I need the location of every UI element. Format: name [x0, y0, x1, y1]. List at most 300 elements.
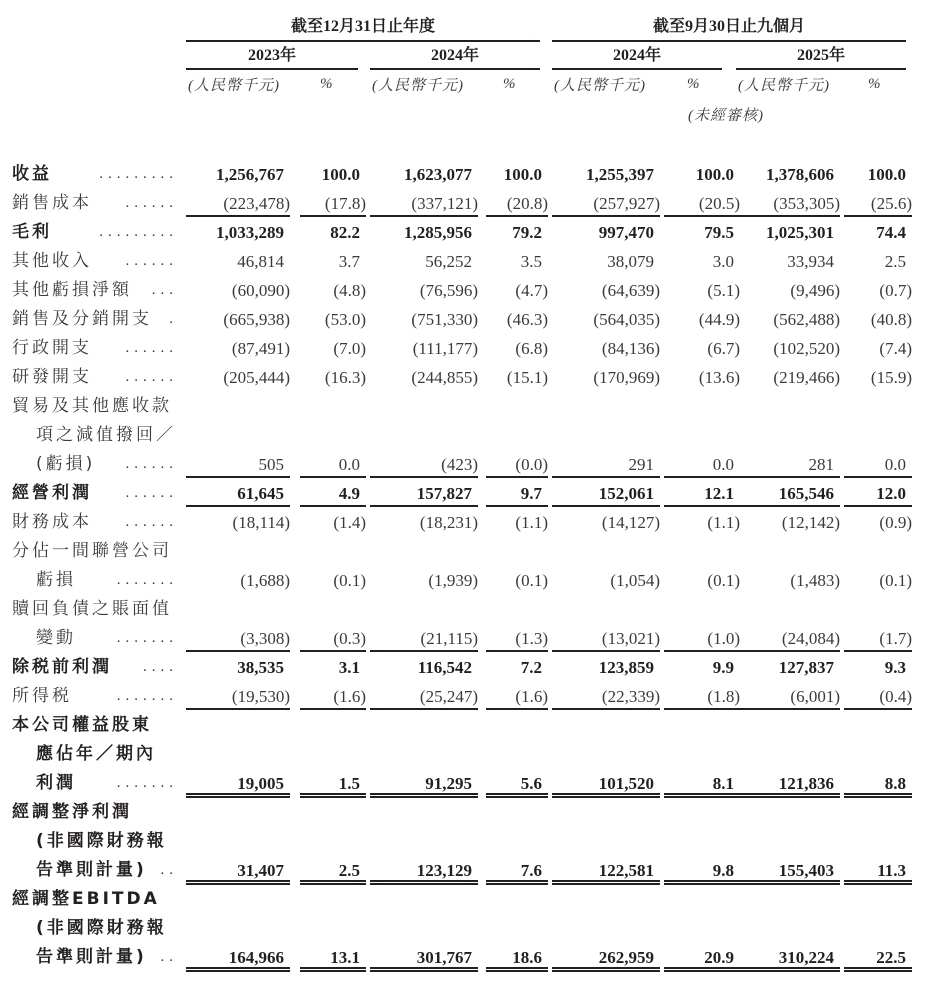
cell-value: 164,966	[228, 948, 284, 967]
cell-amount-2024-9m	[552, 653, 660, 679]
cell-pct-2024-9m	[664, 450, 740, 478]
row-label: 收益	[12, 164, 52, 184]
cell-value: 1,256,767	[216, 165, 284, 184]
cell-value: 79.2	[512, 223, 542, 242]
cell-value: (1.1)	[707, 513, 740, 532]
cell-amount-2023	[186, 508, 290, 534]
cell-pct-2024	[486, 218, 548, 244]
cell-value: 9.3	[884, 658, 906, 677]
cell-pct-2025-9m	[844, 682, 912, 710]
cell-value: (7.0)	[333, 339, 366, 358]
header-year-2024-annual: 2024年	[370, 44, 540, 70]
cell-value: (20.8)	[506, 194, 548, 213]
cell-amount-2024	[370, 624, 478, 652]
cell-pct-2025-9m	[844, 276, 912, 302]
cell-pct-2024-9m	[664, 653, 740, 679]
table-row-label-continuation	[0, 827, 939, 856]
cell-value: (0.1)	[879, 571, 912, 590]
cell-value: 2.5	[884, 252, 906, 271]
cell-value: (337,121)	[411, 194, 478, 213]
cell-value: (170,969)	[593, 368, 660, 387]
header-group-nine-months: 截至9月30日止九個月	[552, 14, 906, 42]
cell-value: 0.0	[338, 455, 360, 474]
cell-amount-2024	[370, 276, 478, 302]
leader-dots: ......	[125, 195, 178, 211]
cell-value: (1.4)	[333, 513, 366, 532]
cell-amount-2023	[186, 769, 290, 798]
cell-pct-2025-9m	[844, 653, 912, 679]
cell-pct-2023	[300, 943, 366, 972]
row-label: 虧損	[36, 570, 76, 590]
table-row-label-continuation	[0, 885, 939, 914]
table-row-label-continuation	[0, 711, 939, 740]
cell-value: 74.4	[876, 223, 906, 242]
cell-pct-2024	[486, 450, 548, 478]
cell-pct-2025-9m	[844, 363, 912, 389]
table-row	[0, 653, 939, 682]
table-row-label-continuation	[0, 392, 939, 421]
cell-amount-2025-9m	[732, 856, 840, 885]
table-row-label-continuation	[0, 595, 939, 624]
leader-dots: .........	[99, 224, 178, 240]
cell-value: (6.8)	[515, 339, 548, 358]
cell-pct-2024-9m	[664, 508, 740, 534]
table-row	[0, 943, 939, 972]
row-label: 應佔年／期內	[36, 744, 156, 764]
pct-label: %	[503, 76, 516, 92]
row-label: 貿易及其他應收款	[12, 396, 172, 416]
cell-value: (22,339)	[601, 687, 660, 706]
cell-amount-2024	[370, 943, 478, 972]
cell-pct-2024	[486, 566, 548, 592]
cell-amount-2025-9m	[732, 682, 840, 710]
cell-pct-2025-9m	[844, 769, 912, 798]
cell-amount-2024-9m	[552, 247, 660, 273]
cell-value: 0.0	[884, 455, 906, 474]
unaudited-label: (未經審核)	[688, 108, 764, 124]
table-row	[0, 508, 939, 537]
cell-amount-2025-9m	[732, 160, 840, 186]
cell-value: 101,520	[598, 774, 654, 793]
cell-value: 1,378,606	[766, 165, 834, 184]
cell-pct-2024-9m	[664, 305, 740, 331]
leader-dots: ....	[143, 659, 178, 675]
cell-pct-2024-9m	[664, 160, 740, 186]
cell-value: (12,142)	[781, 513, 840, 532]
cell-value: (4.7)	[515, 281, 548, 300]
row-label: 銷售成本	[12, 193, 92, 213]
cell-amount-2024-9m	[552, 856, 660, 885]
cell-amount-2024-9m	[552, 566, 660, 592]
cell-pct-2025-9m	[844, 218, 912, 244]
cell-pct-2024-9m	[664, 769, 740, 798]
cell-value: 123,859	[598, 658, 654, 677]
cell-amount-2025-9m	[732, 189, 840, 217]
cell-value: 3.5	[520, 252, 542, 271]
cell-value: 997,470	[598, 223, 654, 242]
cell-value: (3,308)	[240, 629, 290, 648]
cell-value: (7.4)	[879, 339, 912, 358]
row-label: (非國際財務報	[36, 831, 167, 851]
cell-pct-2025-9m	[844, 508, 912, 534]
cell-amount-2024	[370, 479, 478, 507]
table-row	[0, 769, 939, 798]
cell-pct-2025-9m	[844, 305, 912, 331]
cell-value: (18,231)	[419, 513, 478, 532]
cell-value: (14,127)	[601, 513, 660, 532]
cell-value: (102,520)	[773, 339, 840, 358]
cell-amount-2025-9m	[732, 450, 840, 478]
cell-amount-2025-9m	[732, 508, 840, 534]
cell-pct-2024	[486, 334, 548, 360]
row-label: 本公司權益股東	[12, 715, 152, 735]
cell-amount-2024	[370, 160, 478, 186]
cell-value: 9.9	[712, 658, 734, 677]
cell-value: 281	[808, 455, 834, 474]
cell-value: 61,645	[237, 484, 284, 503]
cell-amount-2024-9m	[552, 943, 660, 972]
cell-value: (1.6)	[515, 687, 548, 706]
leader-dots: ......	[125, 369, 178, 385]
cell-pct-2025-9m	[844, 334, 912, 360]
cell-pct-2023	[300, 450, 366, 478]
table-row	[0, 160, 939, 189]
cell-amount-2024-9m	[552, 305, 660, 331]
cell-value: 79.5	[704, 223, 734, 242]
cell-pct-2023	[300, 653, 366, 679]
row-label: 經調整淨利潤	[12, 802, 132, 822]
cell-value: (15.9)	[870, 368, 912, 387]
cell-amount-2025-9m	[732, 943, 840, 972]
cell-pct-2024-9m	[664, 218, 740, 244]
cell-value: (25,247)	[419, 687, 478, 706]
row-label: 所得税	[12, 686, 72, 706]
cell-value: (0.1)	[515, 571, 548, 590]
cell-value: (1,483)	[790, 571, 840, 590]
cell-pct-2024-9m	[664, 943, 740, 972]
cell-amount-2023	[186, 653, 290, 679]
cell-value: 2.5	[338, 861, 360, 880]
cell-pct-2023	[300, 218, 366, 244]
cell-value: 123,129	[416, 861, 472, 880]
cell-value: (5.1)	[707, 281, 740, 300]
table-row-label-continuation	[0, 914, 939, 943]
table-row	[0, 247, 939, 276]
cell-value: 291	[628, 455, 654, 474]
cell-value: (1.3)	[515, 629, 548, 648]
cell-value: (219,466)	[773, 368, 840, 387]
cell-amount-2024	[370, 305, 478, 331]
cell-amount-2025-9m	[732, 653, 840, 679]
cell-value: 12.1	[704, 484, 734, 503]
table-row	[0, 305, 939, 334]
cell-pct-2024-9m	[664, 682, 740, 710]
cell-amount-2025-9m	[732, 218, 840, 244]
cell-value: 262,959	[598, 948, 654, 967]
cell-amount-2024-9m	[552, 450, 660, 478]
cell-amount-2023	[186, 682, 290, 710]
cell-value: 3.7	[338, 252, 360, 271]
leader-dots: .......	[116, 630, 178, 646]
cell-value: 121,836	[778, 774, 834, 793]
cell-value: (84,136)	[601, 339, 660, 358]
cell-amount-2025-9m	[732, 624, 840, 652]
cell-pct-2024	[486, 653, 548, 679]
cell-value: (223,478)	[223, 194, 290, 213]
cell-value: 31,407	[237, 861, 284, 880]
cell-value: (87,491)	[231, 339, 290, 358]
cell-pct-2024	[486, 769, 548, 798]
cell-value: (111,177)	[412, 339, 478, 358]
cell-value: (0.4)	[879, 687, 912, 706]
cell-value: (1,939)	[428, 571, 478, 590]
cell-pct-2025-9m	[844, 566, 912, 592]
cell-pct-2023	[300, 566, 366, 592]
cell-amount-2025-9m	[732, 334, 840, 360]
cell-value: 9.8	[712, 861, 734, 880]
cell-amount-2025-9m	[732, 305, 840, 331]
cell-pct-2024-9m	[664, 334, 740, 360]
cell-amount-2024-9m	[552, 508, 660, 534]
leader-dots: ......	[125, 253, 178, 269]
unit-label: (人民幣千元)	[554, 78, 646, 94]
table-row	[0, 479, 939, 508]
row-label: 告準則計量)	[36, 947, 147, 967]
cell-value: 5.6	[520, 774, 542, 793]
cell-value: (0.1)	[707, 571, 740, 590]
row-label: 其他收入	[12, 251, 92, 271]
cell-pct-2024-9m	[664, 624, 740, 652]
table-row-label-continuation	[0, 421, 939, 450]
unit-label: (人民幣千元)	[738, 78, 830, 94]
cell-value: 1,033,289	[216, 223, 284, 242]
cell-value: 8.1	[712, 774, 734, 793]
cell-value: 1,255,397	[586, 165, 654, 184]
cell-amount-2024	[370, 247, 478, 273]
cell-value: 100.0	[695, 165, 734, 184]
cell-value: (13,021)	[601, 629, 660, 648]
cell-value: (1.8)	[707, 687, 740, 706]
cell-amount-2024-9m	[552, 363, 660, 389]
cell-pct-2023	[300, 276, 366, 302]
cell-value: (562,488)	[773, 310, 840, 329]
cell-pct-2025-9m	[844, 189, 912, 217]
cell-amount-2023	[186, 334, 290, 360]
cell-amount-2024	[370, 682, 478, 710]
cell-amount-2023	[186, 160, 290, 186]
header-group-annual: 截至12月31日止年度	[186, 14, 540, 42]
cell-value: (6,001)	[790, 687, 840, 706]
cell-pct-2025-9m	[844, 856, 912, 885]
cell-value: 165,546	[778, 484, 834, 503]
cell-value: (0.9)	[879, 513, 912, 532]
cell-amount-2024-9m	[552, 276, 660, 302]
cell-pct-2024	[486, 305, 548, 331]
cell-value: 127,837	[778, 658, 834, 677]
header-year-2025: 2025年	[736, 44, 906, 70]
cell-amount-2025-9m	[732, 247, 840, 273]
row-label: 告準則計量)	[36, 860, 147, 880]
cell-amount-2025-9m	[732, 363, 840, 389]
cell-amount-2024	[370, 508, 478, 534]
cell-value: 91,295	[425, 774, 472, 793]
cell-amount-2024	[370, 189, 478, 217]
cell-value: 11.3	[877, 861, 906, 880]
cell-pct-2024	[486, 682, 548, 710]
cell-value: 12.0	[876, 484, 906, 503]
cell-value: (257,927)	[593, 194, 660, 213]
leader-dots: ......	[125, 456, 178, 472]
cell-pct-2024-9m	[664, 189, 740, 217]
row-label: 項之減值撥回／	[36, 425, 176, 445]
cell-value: 1,025,301	[766, 223, 834, 242]
leader-dots: ..	[160, 949, 178, 965]
cell-pct-2023	[300, 305, 366, 331]
cell-amount-2024-9m	[552, 160, 660, 186]
cell-value: (423)	[441, 455, 478, 474]
cell-pct-2024	[486, 276, 548, 302]
cell-pct-2024	[486, 189, 548, 217]
cell-amount-2023	[186, 218, 290, 244]
leader-dots: .......	[116, 572, 178, 588]
table-row	[0, 276, 939, 305]
cell-pct-2024-9m	[664, 247, 740, 273]
cell-amount-2024	[370, 450, 478, 478]
cell-value: (13.6)	[698, 368, 740, 387]
leader-dots: .......	[116, 775, 178, 791]
cell-pct-2024	[486, 624, 548, 652]
cell-amount-2024-9m	[552, 218, 660, 244]
table-row	[0, 450, 939, 479]
cell-value: (15.1)	[506, 368, 548, 387]
cell-pct-2025-9m	[844, 247, 912, 273]
cell-value: 7.2	[520, 658, 542, 677]
cell-pct-2025-9m	[844, 943, 912, 972]
cell-amount-2023	[186, 479, 290, 507]
leader-dots: ...	[151, 282, 178, 298]
cell-pct-2025-9m	[844, 479, 912, 507]
cell-value: (564,035)	[593, 310, 660, 329]
cell-amount-2024-9m	[552, 624, 660, 652]
cell-pct-2024	[486, 508, 548, 534]
cell-pct-2024	[486, 363, 548, 389]
cell-value: (18,114)	[232, 513, 290, 532]
leader-dots: .......	[116, 688, 178, 704]
cell-value: 100.0	[867, 165, 906, 184]
cell-value: (20.5)	[698, 194, 740, 213]
leader-dots: ......	[125, 514, 178, 530]
cell-value: 3.1	[338, 658, 360, 677]
cell-pct-2024-9m	[664, 276, 740, 302]
cell-amount-2025-9m	[732, 566, 840, 592]
leader-dots: ..	[160, 862, 178, 878]
cell-amount-2024	[370, 566, 478, 592]
cell-pct-2023	[300, 682, 366, 710]
cell-value: 505	[258, 455, 284, 474]
cell-pct-2023	[300, 334, 366, 360]
cell-value: 7.6	[520, 861, 542, 880]
leader-dots: .........	[99, 166, 178, 182]
row-label: 財務成本	[12, 512, 92, 532]
table-row-label-continuation	[0, 798, 939, 827]
row-label: 贖回負債之賬面值	[12, 599, 172, 619]
row-label: 經營利潤	[12, 483, 92, 503]
row-label: 利潤	[36, 773, 76, 793]
cell-value: (244,855)	[411, 368, 478, 387]
cell-value: 33,934	[787, 252, 834, 271]
cell-value: 0.0	[712, 455, 734, 474]
table-row-label-continuation	[0, 537, 939, 566]
cell-value: (16.3)	[324, 368, 366, 387]
table-row-label-continuation	[0, 740, 939, 769]
cell-value: (9,496)	[790, 281, 840, 300]
row-label: 研發開支	[12, 367, 92, 387]
cell-amount-2025-9m	[732, 769, 840, 798]
header-year-2023: 2023年	[186, 44, 358, 70]
cell-value: (21,115)	[420, 629, 478, 648]
cell-value: 18.6	[512, 948, 542, 967]
table-row	[0, 189, 939, 218]
cell-value: 22.5	[876, 948, 906, 967]
leader-dots: ......	[125, 340, 178, 356]
cell-value: (205,444)	[223, 368, 290, 387]
cell-value: (76,596)	[419, 281, 478, 300]
cell-pct-2024	[486, 479, 548, 507]
cell-pct-2024-9m	[664, 856, 740, 885]
row-label: 其他虧損淨額	[12, 280, 132, 300]
row-label: 毛利	[12, 222, 52, 242]
row-label: 銷售及分銷開支	[12, 309, 152, 329]
cell-value: 310,224	[778, 948, 834, 967]
cell-value: (1,054)	[610, 571, 660, 590]
table-row	[0, 363, 939, 392]
cell-value: (1.0)	[707, 629, 740, 648]
cell-amount-2024	[370, 334, 478, 360]
cell-pct-2024-9m	[664, 566, 740, 592]
row-label: (虧損)	[36, 454, 96, 474]
cell-amount-2023	[186, 566, 290, 592]
cell-amount-2024	[370, 218, 478, 244]
cell-amount-2023	[186, 189, 290, 217]
unit-label: (人民幣千元)	[188, 78, 280, 94]
cell-amount-2023	[186, 363, 290, 389]
row-label: 行政開支	[12, 338, 92, 358]
cell-amount-2023	[186, 943, 290, 972]
cell-value: 301,767	[416, 948, 472, 967]
cell-pct-2023	[300, 769, 366, 798]
cell-value: (17.8)	[324, 194, 366, 213]
cell-amount-2023	[186, 450, 290, 478]
cell-value: (40.8)	[870, 310, 912, 329]
cell-value: 38,535	[237, 658, 284, 677]
cell-amount-2024-9m	[552, 769, 660, 798]
table-row	[0, 218, 939, 247]
cell-pct-2024	[486, 160, 548, 186]
cell-amount-2023	[186, 247, 290, 273]
row-label: 變動	[36, 628, 76, 648]
pct-label: %	[868, 76, 881, 92]
cell-pct-2024	[486, 943, 548, 972]
cell-value: 100.0	[321, 165, 360, 184]
cell-value: 9.7	[520, 484, 542, 503]
cell-pct-2024-9m	[664, 479, 740, 507]
cell-amount-2023	[186, 305, 290, 331]
cell-value: 122,581	[598, 861, 654, 880]
cell-value: 157,827	[416, 484, 472, 503]
cell-pct-2024	[486, 247, 548, 273]
cell-value: 155,403	[778, 861, 834, 880]
cell-value: (751,330)	[411, 310, 478, 329]
